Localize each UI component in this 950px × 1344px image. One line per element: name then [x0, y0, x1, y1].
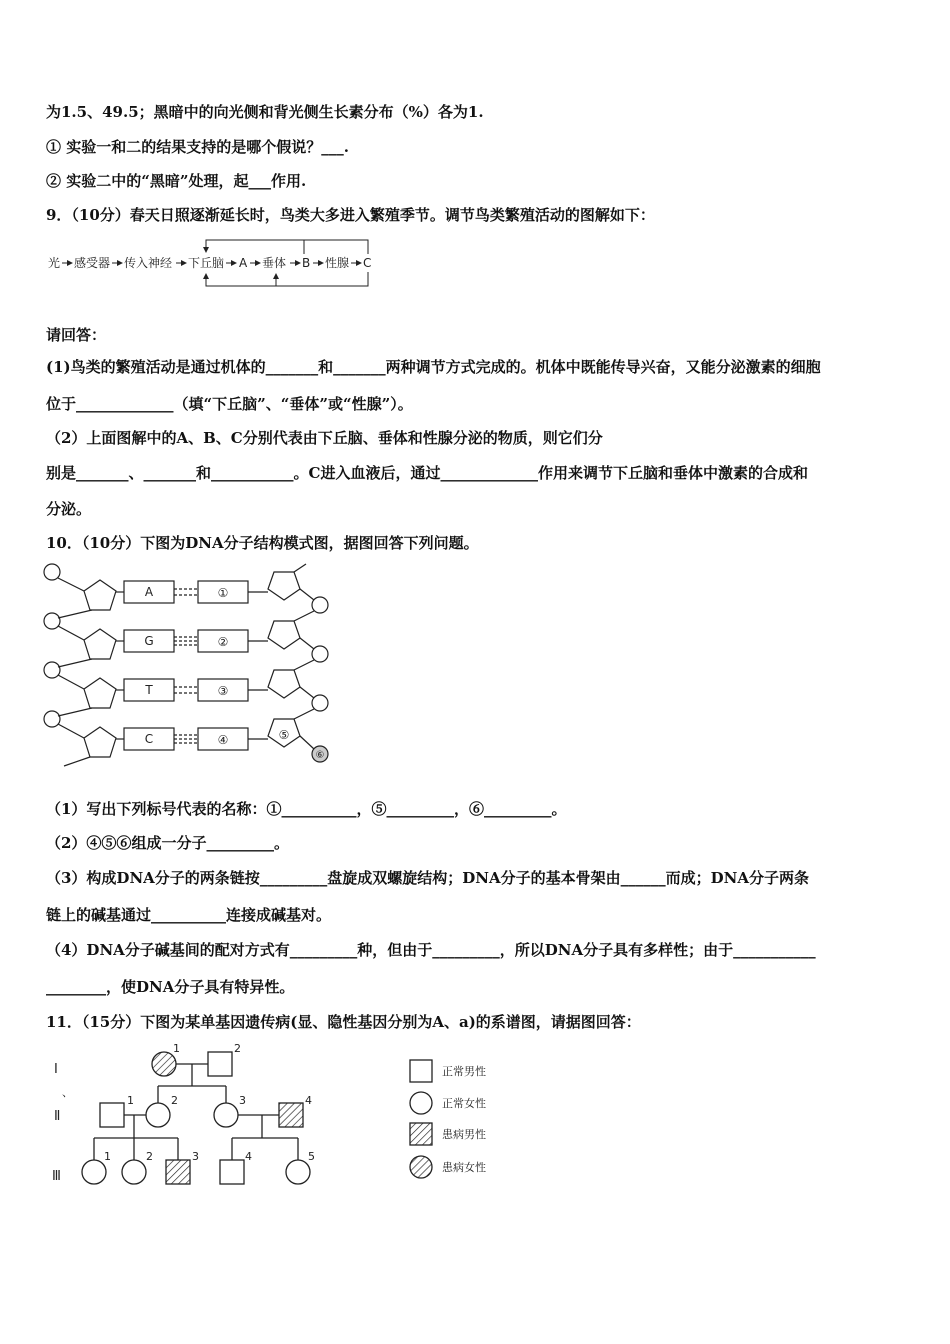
dna-structure-diagram: [42, 560, 342, 770]
legend-normal-female-label: 正常女性: [442, 1097, 486, 1110]
reproduction-regulation-diagram: [46, 236, 386, 292]
text-line-15: 链上的碱基通过__________连接成碱基对。: [46, 906, 332, 924]
question-11-heading: 11．（15分）下图为某单基因遗传病(显、隐性基因分别为A、a)的系谱图，请据图回答：: [46, 1013, 641, 1031]
phosphate-left-4: [44, 711, 60, 727]
sugar-left-2: [84, 629, 116, 659]
pedigree-iii1-normal-female: [82, 1160, 106, 1184]
base-label-g: G: [144, 634, 154, 648]
gen-label-dash: 、: [62, 1086, 73, 1099]
pedigree-i2-normal-male: [208, 1052, 232, 1076]
pedigree-iii4-normal-male: [220, 1160, 244, 1184]
base-label-3: ③: [217, 684, 229, 698]
text-line-17: ________，使DNA分子具有特异性。: [46, 978, 295, 996]
num-ii2: 2: [171, 1094, 178, 1107]
num-iii3: 3: [192, 1150, 199, 1163]
flow-item-c: C: [363, 256, 372, 270]
text-line-3: ② 实验二中的“黑暗”处理，起___作用.: [46, 172, 307, 190]
base-label-a: A: [144, 585, 154, 599]
pedigree-iii5-normal-female: [286, 1160, 310, 1184]
pedigree-ii3-normal-female: [214, 1103, 238, 1127]
text-line-10: 分泌。: [46, 500, 92, 518]
num-iii5: 5: [308, 1150, 315, 1163]
flow-item-gonad: 性腺: [325, 256, 350, 270]
num-ii4: 4: [305, 1094, 312, 1107]
base-label-t: T: [145, 683, 153, 697]
num-ii3: 3: [239, 1094, 246, 1107]
phosphate-left-1: [44, 564, 60, 580]
text-line-1: 为1.5、49.5；黑暗中的向光侧和背光侧生长素分布（%）各为1.: [46, 103, 484, 121]
flow-item-a: A: [239, 256, 248, 270]
pedigree-i1-affected-female: [152, 1052, 176, 1076]
legend-affected-male-label: 患病男性: [442, 1128, 486, 1141]
num-iii2: 2: [146, 1150, 153, 1163]
legend-affected-female-symbol: [410, 1156, 432, 1178]
text-line-9: 别是_______、_______和___________。C进入血液后，通过_____________作用来调节下丘脑和垂体中激素的合成和: [46, 464, 808, 482]
phosphate-left-2: [44, 613, 60, 629]
flow-item-hypothalamus: 下丘脑: [188, 256, 225, 270]
flow-item-pituitary: 垂体: [262, 256, 287, 270]
base-label-c: C: [144, 732, 154, 746]
phosphate-right-3: [312, 695, 328, 711]
num-i1: 1: [173, 1042, 180, 1055]
flow-item-b: B: [302, 256, 311, 270]
text-line-14: （3）构成DNA分子的两条链按_________盘旋成双螺旋结构；DNA分子的基本骨架由______而成；DNA分子两条: [46, 869, 810, 887]
gen-label-3: Ⅲ: [52, 1169, 61, 1184]
gen-label-1: Ⅰ: [54, 1062, 58, 1077]
question-9-heading: 9．（10分）春天日照逐渐延长时，鸟类大多进入繁殖季节。调节鸟类繁殖活动的图解如下：: [46, 206, 655, 224]
text-line-13: （2）④⑤⑥组成一分子_________。: [46, 834, 289, 852]
legend-normal-female-symbol: [410, 1092, 432, 1114]
phosphate-right-2: [312, 646, 328, 662]
num-ii1: 1: [127, 1094, 134, 1107]
num-iii4: 4: [245, 1150, 252, 1163]
base-label-1: ①: [217, 586, 229, 600]
sugar-label-5: ⑤: [278, 728, 290, 742]
text-line-12: （1）写出下列标号代表的名称：①__________，⑤_________，⑥_________。: [46, 800, 567, 818]
phosphate-label-6: ⑥: [315, 750, 325, 761]
base-label-2: ②: [217, 635, 229, 649]
num-iii1: 1: [104, 1150, 111, 1163]
pedigree-ii2-normal-female: [146, 1103, 170, 1127]
text-line-16: （4）DNA分子碱基间的配对方式有_________种，但由于_________，所以DNA分子具有多样性；由于___________: [46, 941, 816, 959]
sugar-right-3: [268, 670, 300, 698]
text-line-8: （2）上面图解中的A、B、C分别代表由下丘脑、垂体和性腺分泌的物质，则它们分: [46, 429, 603, 447]
text-line-6: (1)鸟类的繁殖活动是通过机体的_______和_______两种调节方式完成的。机体中既能传导兴奋，又能分泌激素的细胞: [46, 358, 821, 376]
gen-label-2: Ⅱ: [54, 1109, 61, 1124]
sugar-right-1: [268, 572, 300, 600]
pedigree-ii4-affected-male: [279, 1103, 303, 1127]
flow-item-afferent-nerve: 传入神经: [124, 256, 173, 270]
legend-affected-female-label: 患病女性: [442, 1161, 486, 1174]
sugar-left-4: [84, 727, 116, 757]
question-10-heading: 10．（10分）下图为DNA分子结构模式图，据图回答下列问题。: [46, 534, 479, 552]
sugar-left-3: [84, 678, 116, 708]
num-i2: 2: [234, 1042, 241, 1055]
legend-normal-male-symbol: [410, 1060, 432, 1082]
legend-affected-male-symbol: [410, 1123, 432, 1145]
legend-normal-male-label: 正常男性: [442, 1065, 486, 1078]
pedigree-iii2-normal-female: [122, 1160, 146, 1184]
flow-item-light: 光: [48, 256, 61, 270]
pedigree-chart: [46, 1040, 516, 1200]
sugar-left-1: [84, 580, 116, 610]
pedigree-iii3-affected-male: [166, 1160, 190, 1184]
sugar-right-2: [268, 621, 300, 649]
text-line-2: ① 实验一和二的结果支持的是哪个假说？___.: [46, 138, 349, 156]
text-line-7: 位于_____________（填“下丘脑”、“垂体”或“性腺”）。: [46, 395, 413, 413]
flow-item-receptor: 感受器: [74, 256, 111, 270]
base-label-4: ④: [217, 733, 229, 747]
pedigree-ii1-normal-male: [100, 1103, 124, 1127]
phosphate-left-3: [44, 662, 60, 678]
phosphate-right-1: [312, 597, 328, 613]
text-line-5: 请回答：: [46, 326, 107, 344]
